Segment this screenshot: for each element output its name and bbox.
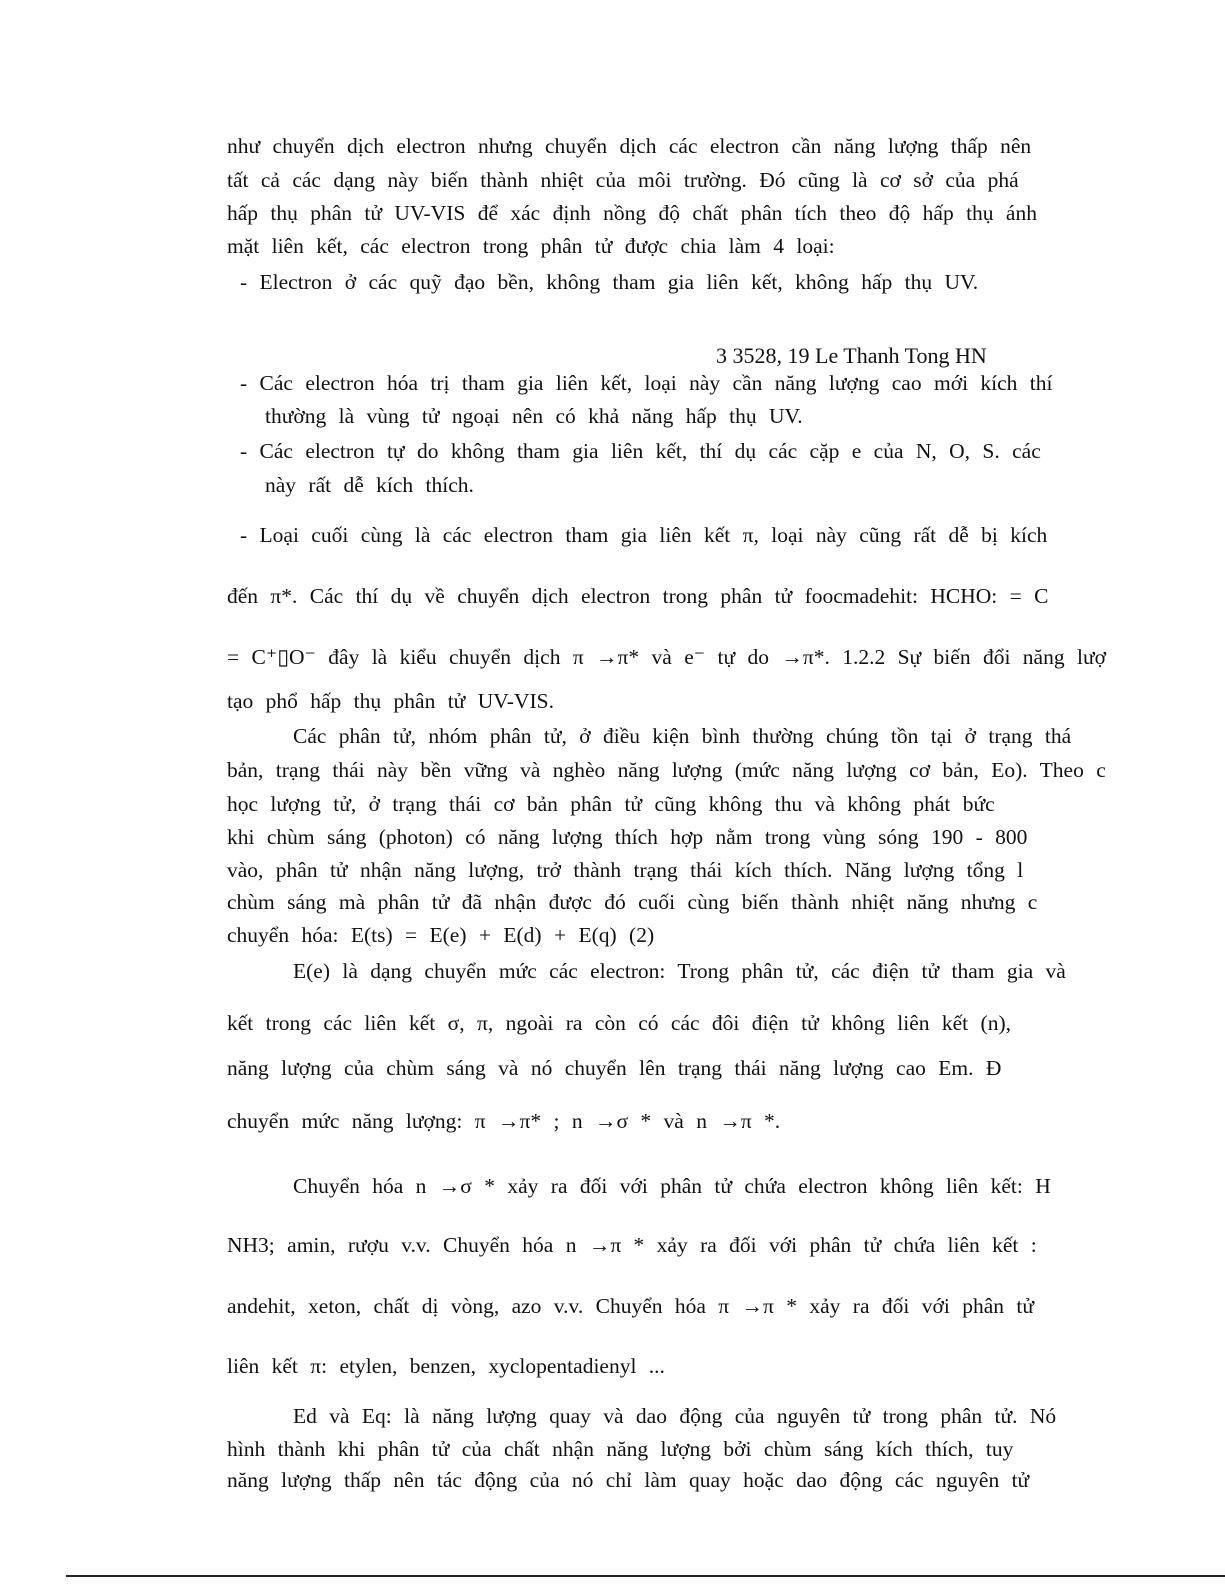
formula-line: chuyển hóa: E(ts) = E(e) + E(d) + E(q) (2) xyxy=(227,923,655,947)
paragraph-start: E(e) là dạng chuyển mức các electron: Trong phân tử, các điện tử tham gia và xyxy=(293,959,1066,983)
text-line: = C⁺▯O⁻ đây là kiểu chuyển dịch π →π* và e⁻ tự do →π*. 1.2.2 Sự biến đổi năng lượ xyxy=(227,645,1106,669)
text-line: này rất dễ kích thích. xyxy=(265,473,474,497)
text-line: hấp thụ phân tử UV-VIS để xác định nồng độ chất phân tích theo độ hấp thụ ánh xyxy=(227,201,1037,225)
text-line: andehit, xeton, chất dị vòng, azo v.v. Chuyển hóa π →π * xảy ra đối với phân tử xyxy=(227,1294,1034,1318)
bullet-line: - Các electron hóa trị tham gia liên kết, loại này cần năng lượng cao mới kích thí xyxy=(240,371,1053,395)
text-line: vào, phân tử nhận năng lượng, trở thành trạng thái kích thích. Năng lượng tổng l xyxy=(227,858,1024,882)
bullet-line: - Electron ở các quỹ đạo bền, không tham gia liên kết, không hấp thụ UV. xyxy=(240,270,979,294)
text-line: chùm sáng mà phân tử đã nhận được đó cuối cùng biến thành nhiệt năng nhưng c xyxy=(227,890,1038,914)
text-line: NH3; amin, rượu v.v. Chuyển hóa n →π * xảy ra đối với phân tử chứa liên kết : xyxy=(227,1233,1037,1257)
text-line: năng lượng của chùm sáng và nó chuyển lên trạng thái năng lượng cao Em. Đ xyxy=(227,1056,1002,1080)
paragraph-start: Các phân tử, nhóm phân tử, ở điều kiện bình thường chúng tồn tại ở trạng thá xyxy=(293,724,1072,748)
text-line: liên kết π: etylen, benzen, xyclopentadienyl ... xyxy=(227,1354,665,1378)
text-line: bản, trạng thái này bền vững và nghèo năng lượng (mức năng lượng cơ bản, Eo). Theo c xyxy=(227,758,1106,782)
text-line: mặt liên kết, các electron trong phân tử được chia làm 4 loại: xyxy=(227,234,835,258)
bullet-line: - Loại cuối cùng là các electron tham gia liên kết π, loại này cũng rất dễ bị kích xyxy=(240,523,1048,547)
text-line: kết trong các liên kết σ, π, ngoài ra còn có các đôi điện tử không liên kết (n), xyxy=(227,1011,1011,1035)
text-line: năng lượng thấp nên tác động của nó chỉ làm quay hoặc dao động các nguyên tử xyxy=(227,1468,1030,1492)
address-watermark: 3 3528, 19 Le Thanh Tong HN xyxy=(716,343,987,368)
text-line: đến π*. Các thí dụ về chuyển dịch electron trong phân tử foocmadehit: HCHO: = C xyxy=(227,584,1049,608)
paragraph-start: Ed và Eq: là năng lượng quay và dao động của nguyên tử trong phân tử. Nó xyxy=(293,1404,1057,1428)
text-line: khi chùm sáng (photon) có năng lượng thích hợp nằm trong vùng sóng 190 - 800 xyxy=(227,825,1028,849)
paragraph-start: Chuyển hóa n →σ * xảy ra đối với phân tử chứa electron không liên kết: H xyxy=(293,1174,1051,1198)
text-line: thường là vùng tử ngoại nên có khả năng hấp thụ UV. xyxy=(265,404,803,428)
text-line: chuyển mức năng lượng: π →π* ; n →σ * và n →π *. xyxy=(227,1109,781,1133)
bullet-line: - Các electron tự do không tham gia liên kết, thí dụ các cặp e của N, O, S. các xyxy=(240,439,1041,463)
text-line: học lượng tử, ở trạng thái cơ bản phân tử cũng không thu và không phát bức xyxy=(227,792,995,816)
text-line: tất cả các dạng này biến thành nhiệt của môi trường. Đó cũng là cơ sở của phá xyxy=(227,168,1019,192)
text-line: tạo phổ hấp thụ phân tử UV-VIS. xyxy=(227,689,554,713)
text-line: như chuyển dịch electron nhưng chuyển dịch các electron cần năng lượng thấp nên xyxy=(227,134,1032,158)
text-line: hình thành khi phân tử của chất nhận năng lượng bởi chùm sáng kích thích, tuy xyxy=(227,1437,1014,1461)
page-bottom-rule xyxy=(66,1575,1225,1577)
